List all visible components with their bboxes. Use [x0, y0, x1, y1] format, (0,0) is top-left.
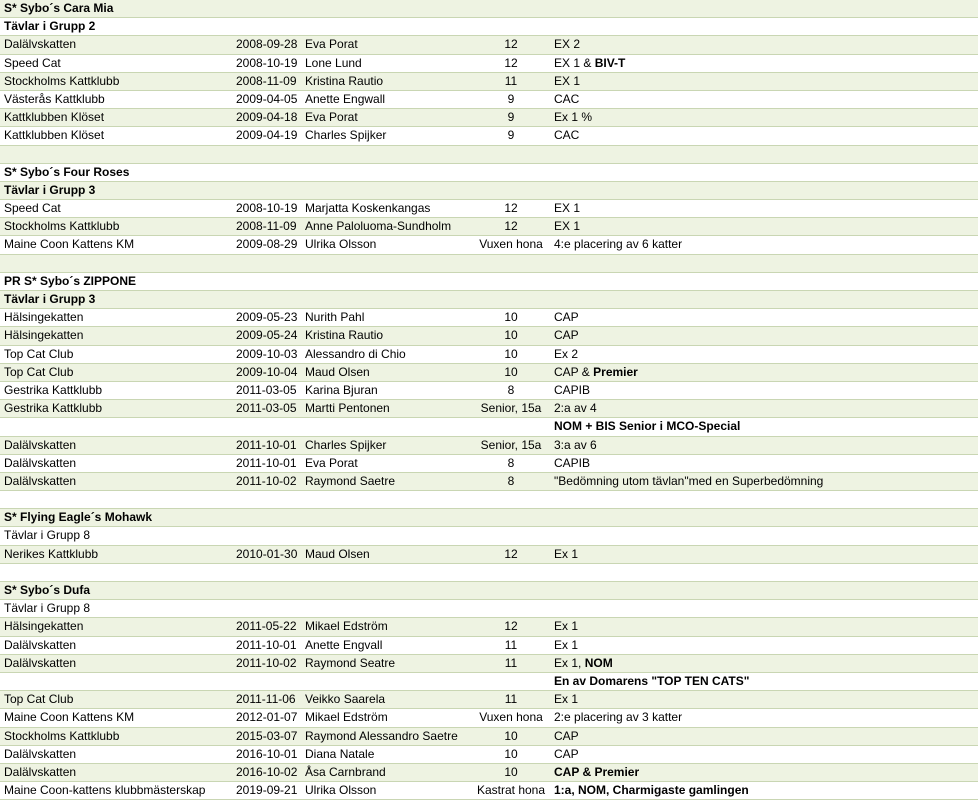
result-text — [554, 364, 638, 381]
result-row — [0, 673, 978, 691]
result-row — [0, 618, 978, 636]
club-name: Dalälvskatten — [4, 455, 77, 470]
judge-name: Ulrika Olsson — [305, 237, 377, 252]
show-date: 2009-04-19 — [236, 128, 298, 143]
judge-name: Charles Spijker — [305, 437, 387, 452]
group-label: Tävlar i Grupp 8 — [4, 601, 91, 616]
show-date: 2009-10-04 — [236, 364, 298, 379]
class-value: Kastrat hona — [476, 783, 546, 798]
class-value: 10 — [504, 728, 518, 743]
show-date: 2008-11-09 — [236, 219, 297, 234]
show-date: 2011-03-05 — [236, 401, 297, 416]
club-name: Hälsingekatten — [4, 310, 84, 325]
club-name: Dalälvskatten — [4, 473, 77, 488]
class-value: 10 — [504, 346, 518, 361]
judge-name: Kristina Rautio — [305, 73, 384, 88]
class-value: 11 — [504, 692, 518, 707]
judge-name: Diana Natale — [305, 746, 375, 761]
show-date: 2011-03-05 — [236, 382, 297, 397]
class-value: Vuxen hona — [479, 710, 543, 725]
judge-name: Lone Lund — [305, 55, 362, 70]
club-name: Top Cat Club — [4, 692, 74, 707]
result-text — [554, 728, 579, 745]
spacer-row — [0, 564, 978, 582]
result-row — [0, 236, 978, 254]
show-date: 2008-11-09 — [236, 73, 297, 88]
result-plain: CAPIB — [554, 382, 591, 397]
result-text — [554, 764, 639, 781]
show-date: 2011-05-22 — [236, 619, 297, 634]
result-plain: 2:e placering av 3 katter — [554, 710, 683, 725]
show-date: 2011-10-02 — [236, 655, 297, 670]
cat-title-row — [0, 273, 978, 291]
class-value: 10 — [504, 764, 518, 779]
group-label: Tävlar i Grupp 2 — [4, 19, 96, 34]
result-row — [0, 36, 978, 54]
class-value: 8 — [507, 382, 515, 397]
result-row — [0, 127, 978, 145]
show-date: 2011-10-01 — [236, 637, 297, 652]
result-plain: CAC — [554, 91, 580, 106]
group-row — [0, 291, 978, 309]
show-date: 2011-11-06 — [236, 692, 296, 707]
judge-name: Alessandro di Chio — [305, 346, 406, 361]
result-text — [554, 91, 579, 108]
result-text — [554, 36, 580, 53]
result-row — [0, 364, 978, 382]
result-row — [0, 418, 978, 436]
judge-name: Veikko Saarela — [305, 692, 386, 707]
cat-title-row — [0, 582, 978, 600]
cat-name: S* Flying Eagle´s Mohawk — [4, 510, 153, 525]
club-name: Speed Cat — [4, 55, 61, 70]
club-name: Dalälvskatten — [4, 637, 77, 652]
result-text — [554, 546, 578, 563]
result-row — [0, 382, 978, 400]
show-date: 2008-10-19 — [236, 201, 298, 216]
club-name: Dalälvskatten — [4, 655, 77, 670]
result-plain: EX 1 — [554, 201, 581, 216]
judge-name: Martti Pentonen — [305, 401, 390, 416]
show-date: 2008-09-28 — [236, 37, 298, 52]
class-value: 9 — [507, 110, 515, 125]
class-value: 10 — [504, 310, 518, 325]
result-plain: Ex 1, — [554, 655, 585, 670]
result-text — [554, 637, 578, 654]
judge-name: Maud Olsen — [305, 546, 370, 561]
result-highlight: NOM — [584, 655, 613, 670]
show-date: 2009-04-05 — [236, 91, 298, 106]
result-text — [554, 673, 749, 690]
club-name: Hälsingekatten — [4, 328, 84, 343]
judge-name: Maud Olsen — [305, 364, 370, 379]
result-text — [554, 236, 682, 253]
result-text — [554, 382, 590, 399]
class-value: 12 — [504, 201, 518, 216]
club-name: Top Cat Club — [4, 364, 74, 379]
class-value: 9 — [507, 91, 515, 106]
result-plain: CAP — [554, 328, 579, 343]
spacer-row — [0, 146, 978, 164]
spacer-row — [0, 491, 978, 509]
show-date: 2016-10-02 — [236, 764, 298, 779]
result-text — [554, 437, 597, 454]
cat-name: S* Sybo´s Four Roses — [4, 164, 130, 179]
result-highlight: CAP & Premier — [554, 764, 640, 779]
result-text — [554, 400, 597, 417]
club-name: Dalälvskatten — [4, 37, 77, 52]
result-text — [554, 782, 749, 799]
result-text — [554, 109, 592, 126]
result-text — [554, 418, 740, 435]
club-name: Stockholms Kattklubb — [4, 728, 120, 743]
result-row — [0, 200, 978, 218]
result-highlight: NOM + BIS Senior i MCO-Special — [554, 419, 741, 434]
show-date: 2015-03-07 — [236, 728, 298, 743]
club-name: Maine Coon-kattens klubbmästerskap — [4, 783, 206, 798]
group-row — [0, 600, 978, 618]
result-plain: EX 1 — [554, 73, 581, 88]
club-name: Kattklubben Klöset — [4, 128, 105, 143]
result-plain: CAP — [554, 728, 579, 743]
club-name: Västerås Kattklubb — [4, 91, 105, 106]
result-plain: CAPIB — [554, 455, 591, 470]
judge-name: Charles Spijker — [305, 128, 387, 143]
judge-name: Åsa Carnbrand — [305, 764, 386, 779]
judge-name: Mikael Edström — [305, 619, 388, 634]
result-row — [0, 91, 978, 109]
result-text — [554, 346, 578, 363]
result-text — [554, 218, 580, 235]
class-value: 12 — [504, 546, 518, 561]
club-name: Gestrika Kattklubb — [4, 382, 103, 397]
result-text — [554, 455, 590, 472]
club-name: Gestrika Kattklubb — [4, 401, 103, 416]
result-row — [0, 728, 978, 746]
judge-name: Marjatta Koskenkangas — [305, 201, 431, 216]
class-value: 11 — [504, 73, 518, 88]
judge-name: Raymond Seatre — [305, 655, 396, 670]
judge-name: Karina Bjuran — [305, 382, 378, 397]
result-text — [554, 327, 579, 344]
club-name: Dalälvskatten — [4, 746, 77, 761]
club-name: Nerikes Kattklubb — [4, 546, 99, 561]
show-date: 2008-10-19 — [236, 55, 298, 70]
group-row — [0, 527, 978, 545]
club-name: Stockholms Kattklubb — [4, 219, 120, 234]
judge-name: Raymond Saetre — [305, 473, 396, 488]
result-plain: 4:e placering av 6 katter — [554, 237, 683, 252]
result-text — [554, 746, 579, 763]
class-value: 12 — [504, 219, 518, 234]
result-row — [0, 473, 978, 491]
group-row — [0, 18, 978, 36]
group-label: Tävlar i Grupp 3 — [4, 292, 96, 306]
result-plain: Ex 1 — [554, 637, 579, 652]
result-row — [0, 400, 978, 418]
club-name: Maine Coon Kattens KM — [4, 237, 135, 252]
cat-title-row — [0, 509, 978, 527]
judge-name: Ulrika Olsson — [305, 783, 377, 798]
class-value: Senior, 15a — [480, 437, 542, 452]
club-name: Top Cat Club — [4, 346, 74, 361]
result-row — [0, 746, 978, 764]
result-row — [0, 327, 978, 345]
result-plain: CAP — [554, 310, 579, 325]
result-text — [554, 473, 823, 490]
group-label: Tävlar i Grupp 8 — [4, 528, 91, 543]
result-text — [554, 309, 579, 326]
cat-title-row — [0, 0, 978, 18]
result-plain: CAP & — [554, 364, 594, 379]
judge-name: Eva Porat — [305, 37, 358, 52]
result-row — [0, 655, 978, 673]
result-plain: Ex 1 % — [554, 110, 593, 125]
show-date: 2019-09-21 — [236, 783, 298, 798]
class-value: Vuxen hona — [479, 237, 543, 252]
club-name: Speed Cat — [4, 201, 61, 216]
class-value: 10 — [504, 364, 518, 379]
result-plain: Ex 1 — [554, 619, 579, 634]
result-highlight: BIV-T — [594, 55, 626, 70]
class-value: 8 — [507, 455, 515, 470]
show-date: 2011-10-02 — [236, 473, 297, 488]
cat-name: S* Sybo´s Dufa — [4, 583, 91, 597]
result-row — [0, 55, 978, 73]
cat-name: PR S* Sybo´s ZIPPONE — [4, 273, 137, 288]
show-date: 2010-01-30 — [236, 546, 298, 561]
result-row — [0, 691, 978, 709]
result-plain: CAC — [554, 128, 580, 143]
result-plain: Ex 2 — [554, 346, 579, 361]
class-value: 12 — [504, 619, 518, 634]
group-label: Tävlar i Grupp 3 — [4, 182, 96, 197]
spacer-row — [0, 255, 978, 273]
result-highlight: 1:a, NOM, Charmigaste gamlingen — [554, 783, 749, 798]
result-text — [554, 200, 580, 217]
result-plain: Ex 1 — [554, 692, 579, 707]
result-text — [554, 618, 578, 635]
class-value: 12 — [504, 55, 518, 70]
result-row — [0, 437, 978, 455]
judge-name: Eva Porat — [305, 110, 358, 125]
show-date: 2011-10-01 — [236, 437, 297, 452]
class-value: Senior, 15a — [480, 401, 542, 416]
result-row — [0, 73, 978, 91]
class-value: 8 — [507, 473, 515, 488]
judge-name: Nurith Pahl — [305, 310, 365, 325]
judge-name: Raymond Alessandro Saetre — [305, 728, 458, 743]
judge-name: Mikael Edström — [305, 710, 388, 725]
show-date: 2009-10-03 — [236, 346, 298, 361]
result-text — [554, 127, 579, 144]
result-plain: EX 2 — [554, 37, 581, 52]
show-date: 2016-10-01 — [236, 746, 298, 761]
club-name: Dalälvskatten — [4, 437, 77, 452]
group-row — [0, 182, 978, 200]
club-name: Kattklubben Klöset — [4, 110, 105, 125]
judge-name: Anne Paloluoma-Sundholm — [305, 219, 452, 234]
class-value: 9 — [507, 128, 515, 143]
cat-title-row — [0, 164, 978, 182]
result-text — [554, 655, 613, 672]
result-row — [0, 764, 978, 782]
result-plain: 2:a av 4 — [554, 401, 597, 416]
result-highlight: En av Domarens "TOP TEN CATS" — [554, 673, 750, 688]
judge-name: Kristina Rautio — [305, 328, 384, 343]
result-plain: 3:a av 6 — [554, 437, 597, 452]
result-row — [0, 546, 978, 564]
result-row — [0, 346, 978, 364]
result-row — [0, 455, 978, 473]
show-date: 2012-01-07 — [236, 710, 298, 725]
result-text — [554, 73, 580, 90]
result-plain: EX 1 — [554, 219, 581, 234]
class-value: 10 — [504, 328, 518, 343]
class-value: 12 — [504, 37, 518, 52]
judge-name: Anette Engwall — [305, 91, 386, 106]
show-date: 2011-10-01 — [236, 455, 297, 470]
judge-name: Eva Porat — [305, 455, 358, 470]
result-row — [0, 637, 978, 655]
club-name: Dalälvskatten — [4, 764, 77, 779]
result-plain: Ex 1 — [554, 546, 579, 561]
judge-name: Anette Engvall — [305, 637, 383, 652]
class-value: 11 — [504, 655, 518, 670]
class-value: 11 — [504, 637, 518, 652]
show-date: 2009-04-18 — [236, 110, 298, 125]
result-plain: EX 1 & — [554, 55, 595, 70]
result-row — [0, 782, 978, 800]
result-highlight: Premier — [593, 364, 638, 379]
result-plain: "Bedömning utom tävlan"med en Superbedömning — [554, 473, 824, 488]
club-name: Maine Coon Kattens KM — [4, 710, 135, 725]
show-date: 2009-05-24 — [236, 328, 298, 343]
result-text — [554, 691, 578, 708]
result-row — [0, 709, 978, 727]
class-value: 10 — [504, 746, 518, 761]
club-name: Stockholms Kattklubb — [4, 73, 120, 88]
result-row — [0, 309, 978, 327]
show-date: 2009-05-23 — [236, 310, 298, 325]
result-text — [554, 55, 625, 72]
cat-name: S* Sybo´s Cara Mia — [4, 1, 114, 15]
result-plain: CAP — [554, 746, 579, 761]
show-date: 2009-08-29 — [236, 237, 298, 252]
result-text — [554, 709, 682, 726]
result-row — [0, 109, 978, 127]
club-name: Hälsingekatten — [4, 619, 84, 634]
result-row — [0, 218, 978, 236]
